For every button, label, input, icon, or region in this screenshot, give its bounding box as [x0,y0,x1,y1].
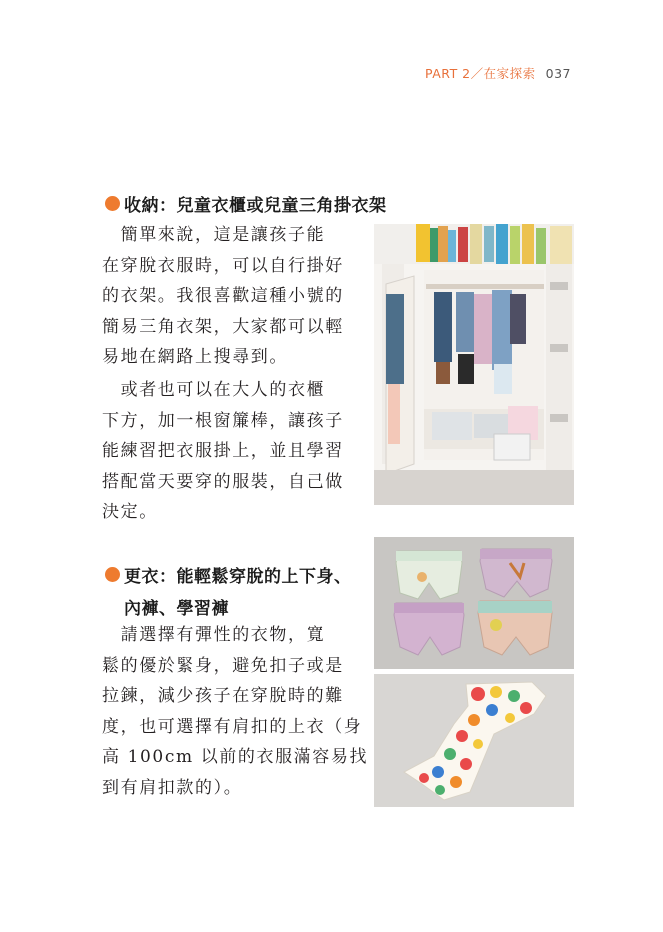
text-line: 簡單來說，這是讓孩子能 [102,225,326,245]
text-line: 的衣架。我很喜歡這種小號的 [102,286,344,306]
text-line: 簡易三角衣架，大家都可以輕 [102,316,344,337]
wardrobe-photo [374,224,574,505]
pajamas-photo-illustration [374,674,574,807]
underwear-photo [374,537,574,669]
text-line: 到有肩扣款的）。 [102,777,243,798]
text-line: 易地在網路上搜尋到。 [102,347,288,367]
text-line: 能練習把衣服掛上，並且學習 [102,441,344,461]
paragraph-dressing [102,620,368,803]
section-heading-storage [105,191,387,216]
running-header [425,64,571,82]
paragraph-storage-1 [102,220,344,373]
pajamas-photo [374,674,574,807]
paragraph-storage-2 [102,375,344,528]
orange-bullet-icon [105,567,120,582]
text-line: 高 100cm 以前的衣服滿容易找 [102,747,369,767]
page-number: 037 [545,66,571,81]
text-line: 在穿脫衣服時，可以自行掛好 [102,255,344,276]
wardrobe-photo-illustration [374,224,574,505]
section-heading-dressing [105,562,352,587]
section-heading-dressing-continued: 內褲、學習褲 [124,599,229,619]
text-line: 鬆的優於緊身，避免扣子或是 [102,655,344,676]
text-line: 決定。 [102,502,158,522]
text-line: 度，也可選擇有肩扣的上衣（身 [102,716,363,737]
text-line: 下方，加一根窗簾棒，讓孩子 [102,410,344,431]
text-line: 搭配當天要穿的服裝，自己做 [102,471,344,492]
section-heading-text: 更衣：能輕鬆穿脫的上下身、 [124,567,352,587]
orange-bullet-icon [105,196,120,211]
section-heading-text: 收納：兒童衣櫃或兒童三角掛衣架 [124,196,387,216]
text-line: 請選擇有彈性的衣物，寬 [102,625,326,645]
chapter-label: PART 2／在家探索 [425,66,536,81]
text-line: 或者也可以在大人的衣櫃 [102,380,326,400]
text-line: 拉鍊，減少孩子在穿脫時的難 [102,686,344,706]
underwear-photo-illustration [374,537,574,669]
